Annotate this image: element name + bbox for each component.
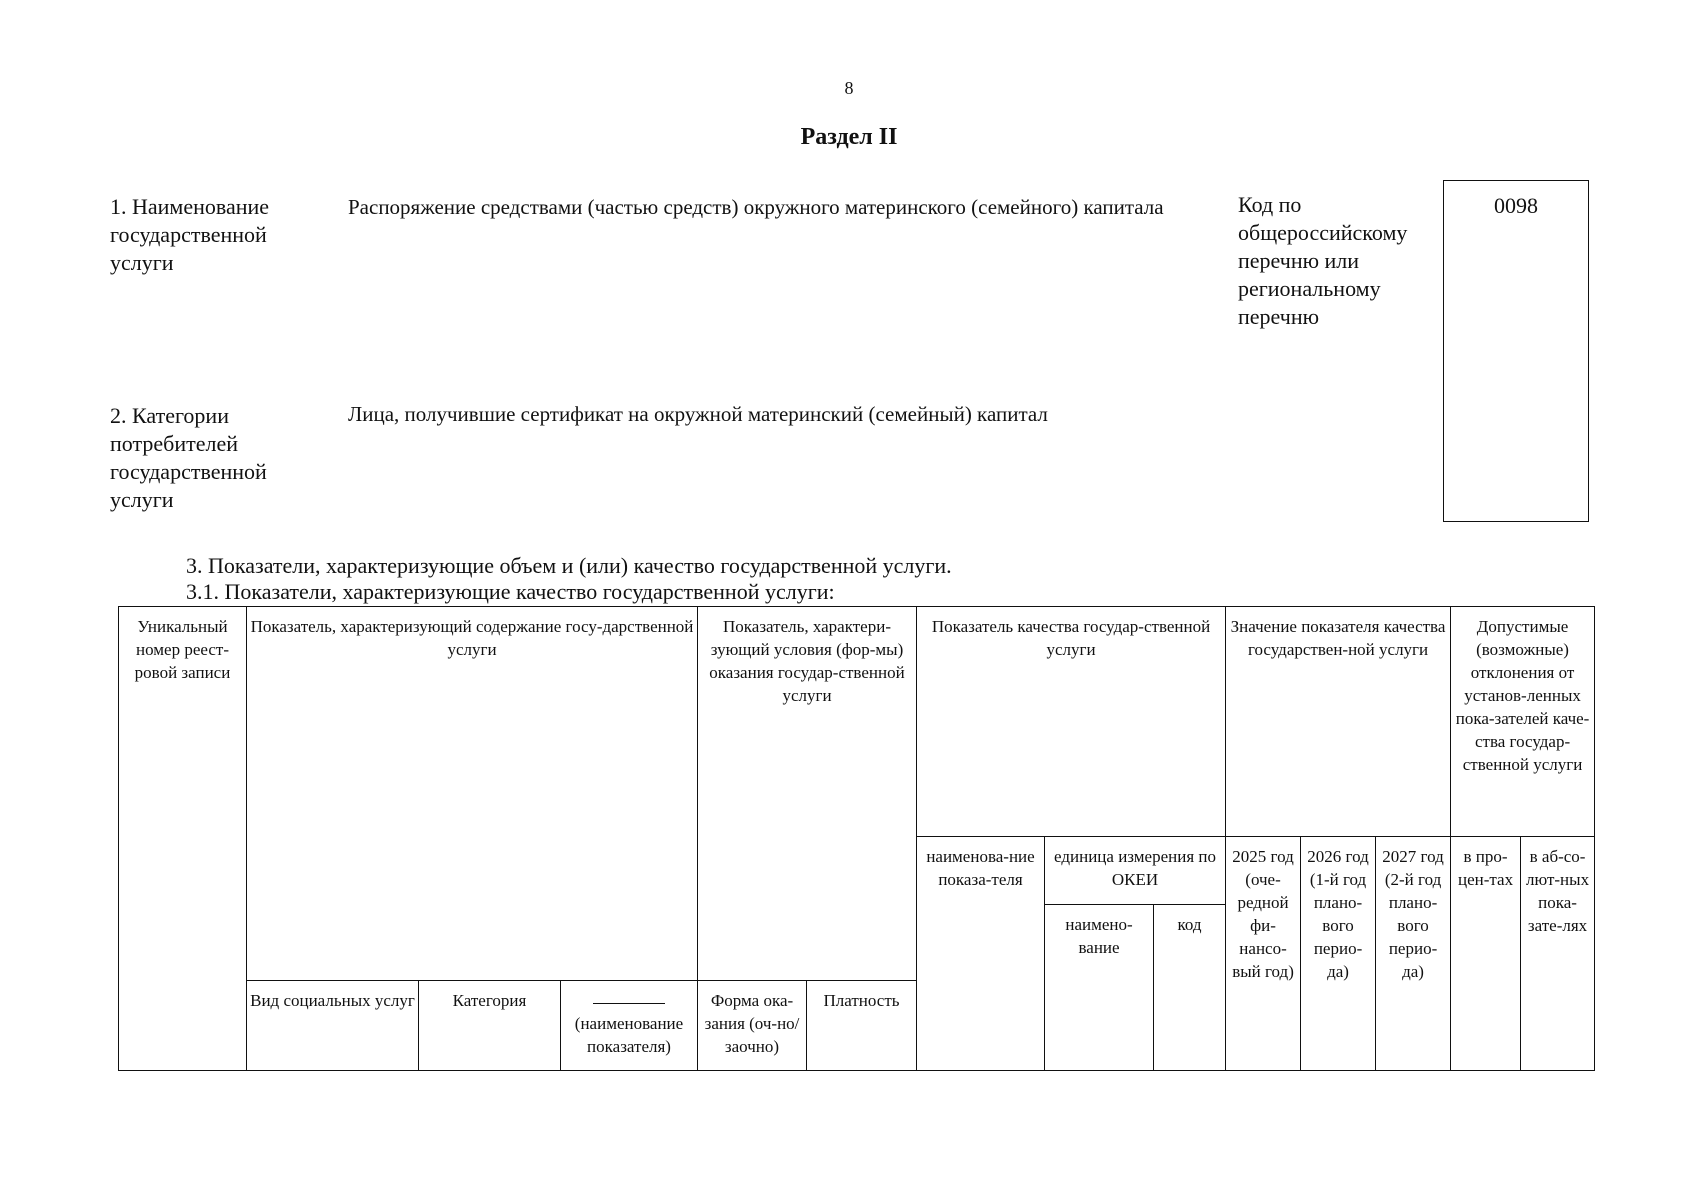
indicators-heading: 3. Показатели, характеризующие объем и (или) качество государственной услуги. [186,553,952,578]
header-indicator-value: Значение показателя качества государствен-ной услуги [1226,607,1451,837]
blank-line [593,993,665,1004]
header-okei-unit: единица измерения по ОКЕИ [1045,837,1226,905]
header-content-indicator: Показатель, характеризующий содержание госу-дарственной услуги [247,607,698,981]
registry-code-label: Код по общероссийскому перечню или региональному перечню [1238,192,1408,329]
header-allowed-deviation: Допустимые (возможные) отклонения от установ-ленных пока-зателей каче-ства государ-ственной услуги [1451,607,1595,837]
header-deviation-absolute: в аб-со-лют-ных пока-зате-лях [1521,837,1595,1071]
header-category: Категория [419,981,561,1071]
consumer-category-value: Лица, получившие сертификат на окружной материнский (семейный) капитал [348,402,1048,426]
header-deviation-percent: в про-цен-тах [1451,837,1521,1071]
section-title: Раздел II [800,124,898,150]
header-unit-code: код [1154,905,1226,1071]
header-year-2025: 2025 год (оче-редной фи-нансо-вый год) [1226,837,1301,1071]
service-name-label: 1. Наименование государственной услуги [110,194,270,275]
header-indicator-name: наименова-ние показа-теля [917,837,1045,1071]
header-registry-number: Уникальный номер реест-ровой записи [119,607,247,1071]
header-delivery-form: Форма ока-зания (оч-но/заочно) [698,981,807,1071]
page-number: 8 [844,78,854,98]
service-name-value: Распоряжение средствами (частью средств) окружного материнского (семейного) капитала [348,195,1164,219]
header-payment: Платность [807,981,917,1071]
header-year-2027: 2027 год (2-й год плано-вого перио-да) [1376,837,1451,1071]
header-parameter-name-text: (наименование показателя) [574,1014,684,1056]
registry-code-box [1443,180,1589,522]
header-year-2026: 2026 год (1-й год плано-вого перио-да) [1301,837,1376,1071]
header-social-services-type: Вид социальных услуг [247,981,419,1071]
header-parameter-name [561,981,698,1071]
registry-code-value: 0098 [1494,193,1538,218]
header-quality-indicator: Показатель качества государ-ственной услуги [917,607,1226,837]
quality-indicators-heading: 3.1. Показатели, характеризующие качество государственной услуги: [186,579,835,604]
consumer-category-label: 2. Категории потребителей государственной услуги [110,403,267,512]
header-unit-name: наимено-вание [1045,905,1154,1071]
quality-indicators-table [118,606,1595,1071]
header-conditions-indicator: Показатель, характери-зующий условия (фор-мы) оказания государ-ственной услуги [698,607,917,981]
